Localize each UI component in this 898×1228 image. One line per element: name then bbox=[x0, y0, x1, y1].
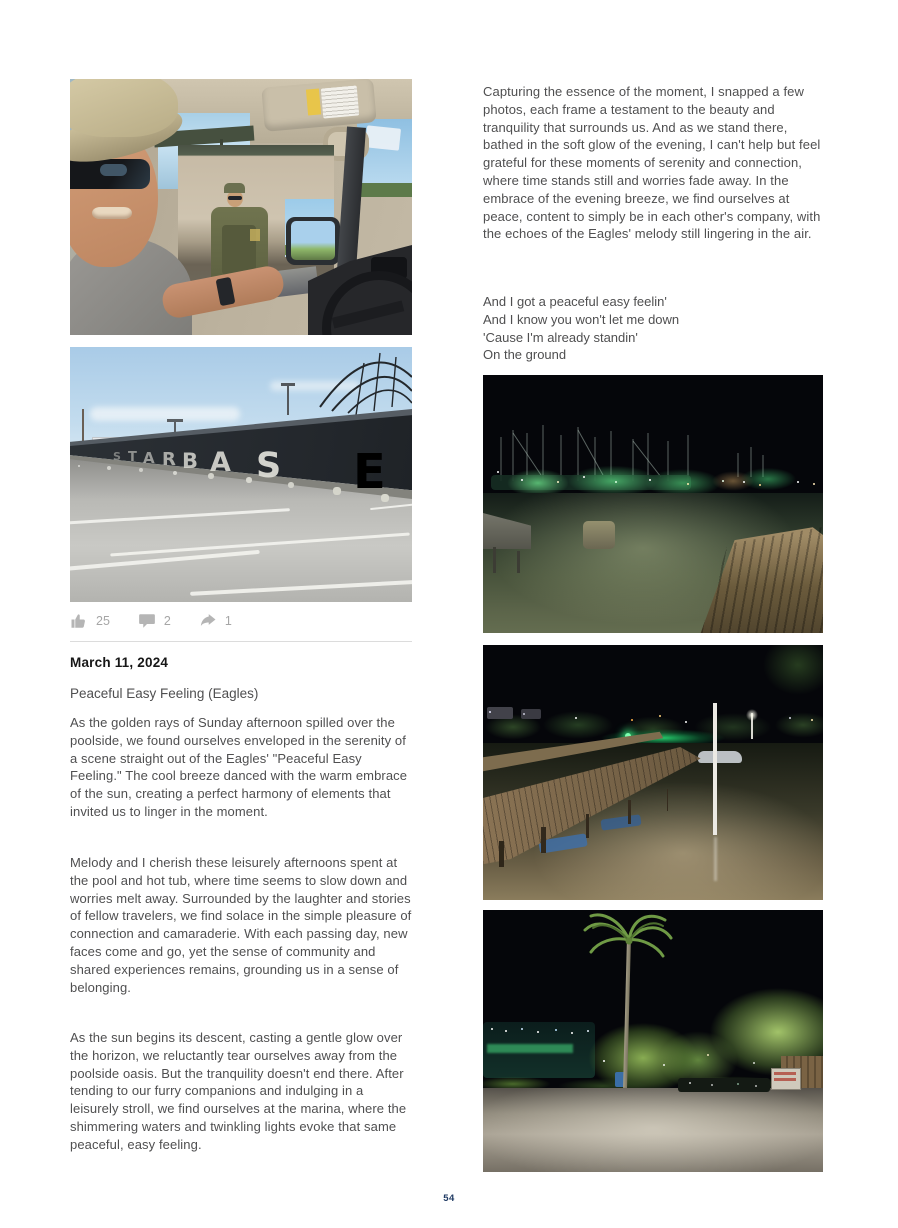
inlet-reflections bbox=[689, 1082, 691, 1084]
post-title: Peaceful Easy Feeling (Eagles) bbox=[70, 686, 259, 701]
man-smile bbox=[92, 207, 132, 219]
moored-boat bbox=[698, 751, 742, 763]
palm-fronds bbox=[581, 910, 677, 974]
stone-piling bbox=[583, 521, 615, 549]
likes-stat[interactable] bbox=[70, 612, 110, 630]
photo-harbor-night bbox=[483, 375, 823, 633]
continuation-paragraph: Capturing the essence of the moment, I snapped a few photos, each frame a testament to the beauty and tranquility that surrounds us. And as we stand there, bathed in the soft glow of the evening, I can't help but feel grateful for these moments of serenity and connection, where time stands still and worries fade away. In the embrace of the evening breeze, we find ourselves at peace, content to simply be in each other's company, with the echoes of the Eagles' melody still lingering in the air. bbox=[483, 84, 821, 242]
visor-yellow-label bbox=[306, 88, 321, 115]
distant-lights bbox=[489, 711, 491, 713]
svg-text:S: S bbox=[113, 450, 121, 463]
photo-pier-night bbox=[483, 645, 823, 900]
thumbs-up-icon bbox=[70, 612, 88, 630]
svg-text:T: T bbox=[128, 450, 137, 465]
svg-text:B: B bbox=[182, 449, 199, 473]
visor-warning-label bbox=[321, 85, 359, 118]
grass-strip bbox=[357, 183, 412, 197]
parking-curbs bbox=[78, 465, 80, 467]
hat-crown bbox=[70, 79, 178, 137]
comments-stat[interactable] bbox=[138, 612, 171, 630]
svg-text:S: S bbox=[256, 446, 282, 486]
stats-divider bbox=[70, 641, 412, 642]
comments-count: 2 bbox=[163, 614, 171, 628]
shares-count: 1 bbox=[224, 614, 232, 628]
harbor-lights bbox=[497, 471, 499, 473]
page-number: 54 bbox=[443, 1193, 455, 1204]
scattered-lights bbox=[603, 1060, 605, 1062]
water-inlet bbox=[678, 1078, 770, 1092]
photo-palm-night bbox=[483, 910, 823, 1172]
photo-selfie-truck bbox=[70, 79, 412, 335]
post-stats bbox=[70, 612, 412, 630]
side-mirror-glass bbox=[291, 221, 335, 260]
officer-badge bbox=[250, 229, 260, 241]
likes-count: 25 bbox=[96, 614, 110, 628]
lyrics-line: 'Cause I'm already standin' bbox=[483, 329, 638, 345]
officer-cap bbox=[224, 183, 245, 193]
lyrics-line: And I got a peaceful easy feelin' bbox=[483, 294, 667, 309]
officer-sunglasses bbox=[228, 196, 242, 200]
share-icon bbox=[199, 612, 217, 630]
dock-leg bbox=[517, 551, 520, 573]
pier-posts bbox=[499, 841, 504, 867]
lamp-glow bbox=[746, 709, 758, 721]
pole-reflection bbox=[714, 837, 717, 881]
post-date: March 11, 2024 bbox=[70, 655, 169, 670]
tree-silhouette bbox=[763, 645, 823, 695]
song-lyrics bbox=[483, 293, 823, 364]
svg-text:A: A bbox=[143, 449, 155, 467]
white-piling bbox=[713, 703, 717, 835]
svg-text:E: E bbox=[353, 444, 386, 500]
distant-rv bbox=[487, 707, 513, 719]
post-paragraph: As the golden rays of Sunday afternoon spilled over the poolside, we found ourselves enveloped in the serenity of a scene straight out of the Eagles' "Peaceful Easy Feeling." The cool breeze danced with the warm embrace of the sun, creating a perfect harmony of elements that invited us to linger in the moment. bbox=[70, 715, 408, 819]
svg-text:A: A bbox=[210, 447, 231, 478]
sunglasses-glare bbox=[100, 164, 127, 176]
post-paragraph: Melody and I cherish these leisurely afternoons spent at the pool and hot tub, where time seems to slow down and worries melt away. Surrounded by the laughter and stories of fellow travelers, we find solace in the simple pleasure of connection and camaraderie. With each passing day, new faces come and go, yet the sense of community and shared experiences remains, grounding us in a sense of belonging. bbox=[70, 855, 412, 995]
svg-text:R: R bbox=[162, 449, 176, 470]
dock-leg bbox=[493, 547, 496, 573]
shares-stat[interactable] bbox=[199, 612, 232, 630]
post-paragraph: As the sun begins its descent, casting a gentle glow over the horizon, we reluctantly tear ourselves away from the poolside oasis. But the tranquility doesn't end there. After tending to our furry companions and indulging in a leisurely stroll, we find ourselves at the marina, where the shimmering waters and twinkling lights evoke that same peaceful, easy feeling. bbox=[70, 1030, 407, 1152]
photo-starbase-lot bbox=[70, 347, 412, 602]
windshield-sticker bbox=[365, 125, 401, 150]
gravel-ground bbox=[483, 1088, 823, 1172]
lyrics-line: On the ground bbox=[483, 347, 567, 363]
comment-icon bbox=[138, 612, 156, 630]
distant-rv bbox=[521, 709, 541, 719]
lyrics-line: And I know you won't let me down bbox=[483, 311, 680, 327]
sign-text-marks bbox=[774, 1072, 796, 1075]
